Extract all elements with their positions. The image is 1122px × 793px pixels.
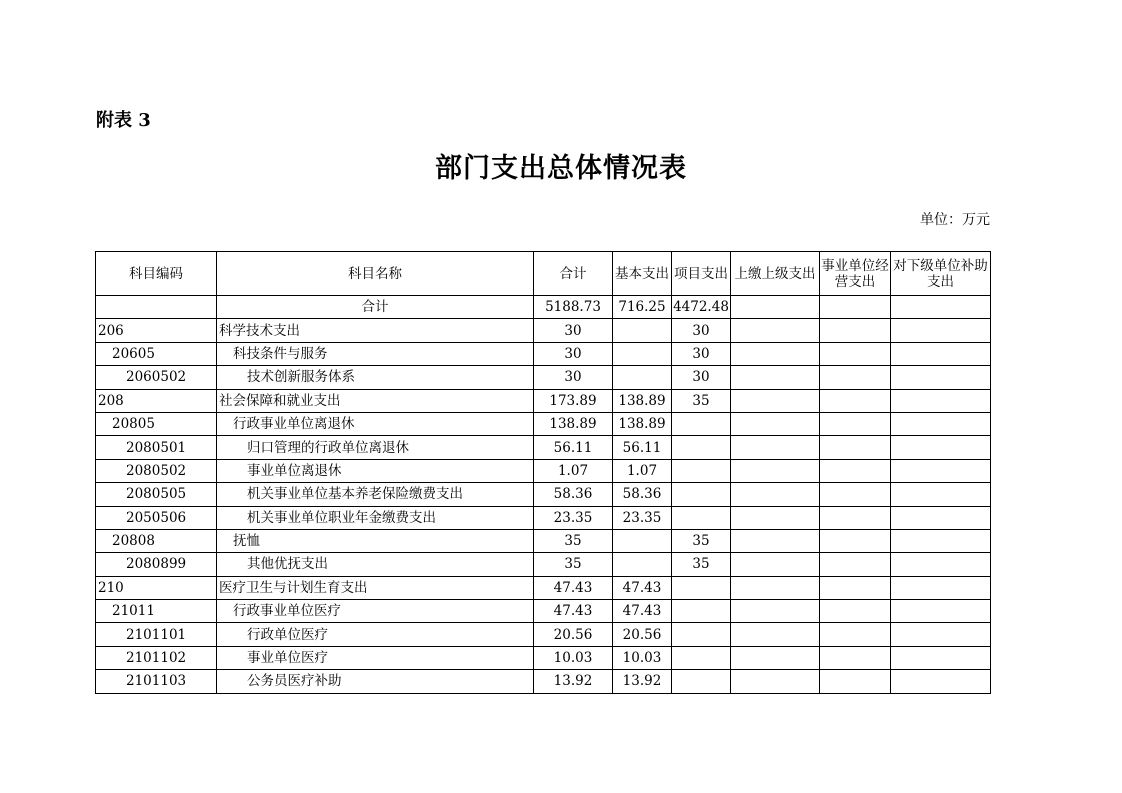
table-row [96, 483, 991, 506]
col-header-business: 事业单位经营支出 [820, 252, 891, 296]
name-cell: 事业单位离退休 [217, 459, 534, 482]
total-cell: 173.89 [534, 389, 613, 412]
expenditure-table [95, 251, 991, 694]
total-cell: 56.11 [534, 436, 613, 459]
remit-cell [731, 459, 820, 482]
name-cell: 抚恤 [217, 529, 534, 552]
project-cell: 35 [672, 389, 731, 412]
name-cell: 行政单位医疗 [217, 623, 534, 646]
code-cell: 2080501 [96, 436, 217, 459]
subsidy-cell [891, 366, 991, 389]
subsidy-cell [891, 412, 991, 435]
subsidy-cell [891, 600, 991, 623]
total-cell: 138.89 [534, 412, 613, 435]
name-cell: 归口管理的行政单位离退休 [217, 436, 534, 459]
business-cell [820, 600, 891, 623]
business-cell [820, 389, 891, 412]
total-cell: 23.35 [534, 506, 613, 529]
code-cell: 206 [96, 319, 217, 342]
total-cell: 47.43 [534, 576, 613, 599]
business-cell [820, 670, 891, 693]
total-cell: 47.43 [534, 600, 613, 623]
basic-cell [613, 366, 672, 389]
total-cell: 30 [534, 342, 613, 365]
business-cell [820, 459, 891, 482]
remit-cell [731, 366, 820, 389]
project-cell: 30 [672, 366, 731, 389]
subsidy-cell [891, 483, 991, 506]
code-cell: 2101103 [96, 670, 217, 693]
remit-cell [731, 623, 820, 646]
remit-cell [731, 319, 820, 342]
basic-cell: 56.11 [613, 436, 672, 459]
subsidy-cell [891, 342, 991, 365]
col-header-total: 合计 [534, 252, 613, 296]
table-row [96, 529, 991, 552]
table-row [96, 623, 991, 646]
total-cell: 10.03 [534, 646, 613, 669]
table-row [96, 389, 991, 412]
remit-cell [731, 342, 820, 365]
project-cell [672, 459, 731, 482]
project-cell: 35 [672, 529, 731, 552]
remit-cell [731, 553, 820, 576]
business-cell [820, 553, 891, 576]
subsidy-cell [891, 319, 991, 342]
name-cell: 行政事业单位医疗 [217, 600, 534, 623]
col-header-name: 科目名称 [217, 252, 534, 296]
total-basic-cell: 716.25 [613, 296, 672, 319]
subsidy-cell [891, 623, 991, 646]
total-total-cell: 5188.73 [534, 296, 613, 319]
total-subsidy-cell [891, 296, 991, 319]
basic-cell: 10.03 [613, 646, 672, 669]
table-row [96, 412, 991, 435]
business-cell [820, 342, 891, 365]
subsidy-cell [891, 459, 991, 482]
table-row [96, 646, 991, 669]
business-cell [820, 436, 891, 459]
name-cell: 技术创新服务体系 [217, 366, 534, 389]
code-cell: 2060502 [96, 366, 217, 389]
project-cell: 35 [672, 553, 731, 576]
subsidy-cell [891, 646, 991, 669]
subsidy-cell [891, 553, 991, 576]
project-cell [672, 436, 731, 459]
subsidy-cell [891, 436, 991, 459]
subsidy-cell [891, 506, 991, 529]
business-cell [820, 412, 891, 435]
col-header-basic: 基本支出 [613, 252, 672, 296]
basic-cell [613, 553, 672, 576]
table-header-row [96, 252, 991, 296]
project-cell: 30 [672, 342, 731, 365]
basic-cell: 47.43 [613, 576, 672, 599]
table-row [96, 459, 991, 482]
business-cell [820, 529, 891, 552]
business-cell [820, 623, 891, 646]
remit-cell [731, 389, 820, 412]
code-cell: 20605 [96, 342, 217, 365]
total-project-cell: 4472.48 [672, 296, 731, 319]
remit-cell [731, 529, 820, 552]
appendix-label: 附表 3 [96, 110, 151, 131]
subsidy-cell [891, 529, 991, 552]
code-cell: 20808 [96, 529, 217, 552]
project-cell [672, 506, 731, 529]
total-code-cell [96, 296, 217, 319]
code-cell: 2080505 [96, 483, 217, 506]
business-cell [820, 366, 891, 389]
subsidy-cell [891, 670, 991, 693]
total-cell: 1.07 [534, 459, 613, 482]
col-header-project: 项目支出 [672, 252, 731, 296]
project-cell [672, 670, 731, 693]
basic-cell [613, 529, 672, 552]
total-cell: 35 [534, 529, 613, 552]
code-cell: 2101102 [96, 646, 217, 669]
basic-cell: 20.56 [613, 623, 672, 646]
name-cell: 医疗卫生与计划生育支出 [217, 576, 534, 599]
name-cell: 行政事业单位离退休 [217, 412, 534, 435]
basic-cell: 23.35 [613, 506, 672, 529]
business-cell [820, 576, 891, 599]
total-cell: 35 [534, 553, 613, 576]
project-cell [672, 483, 731, 506]
col-header-remit-upper: 上缴上级支出 [731, 252, 820, 296]
project-cell [672, 600, 731, 623]
basic-cell [613, 342, 672, 365]
code-cell: 208 [96, 389, 217, 412]
table-row [96, 506, 991, 529]
total-cell: 13.92 [534, 670, 613, 693]
name-cell: 其他优抚支出 [217, 553, 534, 576]
col-header-subsidy-lower: 对下级单位补助支出 [891, 252, 991, 296]
remit-cell [731, 600, 820, 623]
basic-cell: 138.89 [613, 389, 672, 412]
table-row [96, 553, 991, 576]
remit-cell [731, 436, 820, 459]
name-cell: 科技条件与服务 [217, 342, 534, 365]
unit-label: 单位：万元 [920, 212, 990, 228]
project-cell [672, 646, 731, 669]
code-cell: 210 [96, 576, 217, 599]
name-cell: 机关事业单位基本养老保险缴费支出 [217, 483, 534, 506]
code-cell: 20805 [96, 412, 217, 435]
remit-cell [731, 483, 820, 506]
basic-cell [613, 319, 672, 342]
basic-cell: 58.36 [613, 483, 672, 506]
name-cell: 机关事业单位职业年金缴费支出 [217, 506, 534, 529]
total-cell: 58.36 [534, 483, 613, 506]
table-row [96, 436, 991, 459]
table-row [96, 342, 991, 365]
name-cell: 公务员医疗补助 [217, 670, 534, 693]
total-name-cell: 合计 [217, 296, 534, 319]
basic-cell: 138.89 [613, 412, 672, 435]
page-title: 部门支出总体情况表 [435, 153, 687, 184]
total-row [96, 296, 991, 319]
business-cell [820, 646, 891, 669]
code-cell: 2101101 [96, 623, 217, 646]
table-row [96, 600, 991, 623]
name-cell: 社会保障和就业支出 [217, 389, 534, 412]
name-cell: 事业单位医疗 [217, 646, 534, 669]
business-cell [820, 483, 891, 506]
table-row [96, 576, 991, 599]
table-row [96, 319, 991, 342]
code-cell: 2080899 [96, 553, 217, 576]
subsidy-cell [891, 389, 991, 412]
project-cell [672, 576, 731, 599]
code-cell: 21011 [96, 600, 217, 623]
remit-cell [731, 412, 820, 435]
subsidy-cell [891, 576, 991, 599]
total-cell: 30 [534, 319, 613, 342]
total-cell: 20.56 [534, 623, 613, 646]
table-row [96, 366, 991, 389]
code-cell: 2050506 [96, 506, 217, 529]
basic-cell: 13.92 [613, 670, 672, 693]
remit-cell [731, 646, 820, 669]
remit-cell [731, 576, 820, 599]
table-row [96, 670, 991, 693]
col-header-code: 科目编码 [96, 252, 217, 296]
basic-cell: 47.43 [613, 600, 672, 623]
business-cell [820, 506, 891, 529]
code-cell: 2080502 [96, 459, 217, 482]
name-cell: 科学技术支出 [217, 319, 534, 342]
total-remit-cell [731, 296, 820, 319]
project-cell [672, 623, 731, 646]
remit-cell [731, 506, 820, 529]
total-cell: 30 [534, 366, 613, 389]
remit-cell [731, 670, 820, 693]
basic-cell: 1.07 [613, 459, 672, 482]
total-business-cell [820, 296, 891, 319]
business-cell [820, 319, 891, 342]
project-cell: 30 [672, 319, 731, 342]
project-cell [672, 412, 731, 435]
